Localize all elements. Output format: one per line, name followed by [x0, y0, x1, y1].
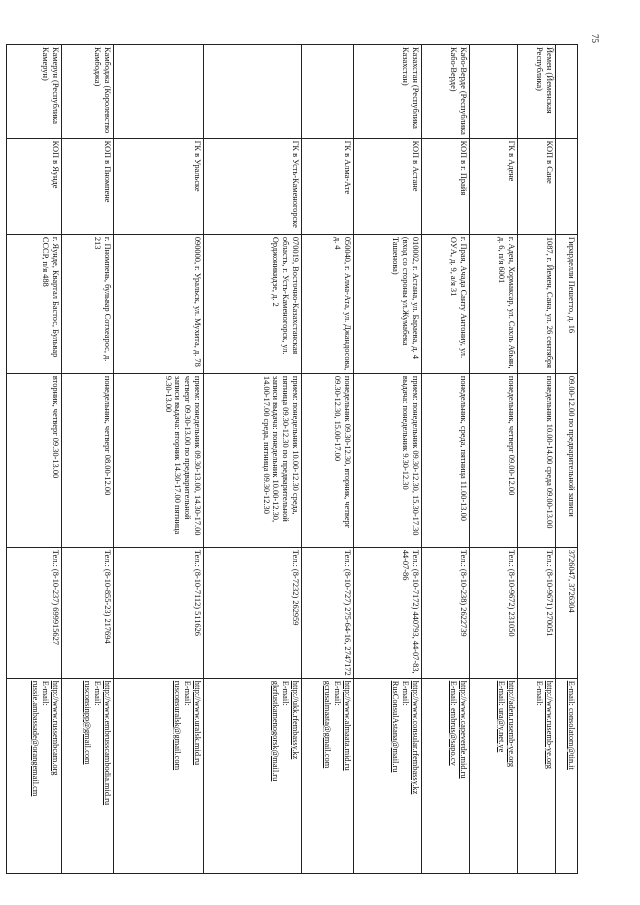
- country-cell: [470, 45, 518, 139]
- country-cell: [204, 45, 302, 139]
- email-label: E-mail:: [281, 680, 291, 706]
- hours-cell: 09.00-12.00 по предварительной записи: [556, 373, 578, 547]
- contacts-cell: [354, 678, 422, 873]
- office-cell: КОП в Яунде: [7, 138, 62, 234]
- email-address[interactable]: E-mail: embrus@sapo.cv: [449, 680, 459, 766]
- phone-cell: Тел.: (8-7232) 262959: [204, 547, 302, 678]
- hours-cell: понедельник, четверг 09.00-12.00: [470, 373, 518, 547]
- phone-cell: Тел.: (8-10-7112) 511626: [114, 547, 204, 678]
- table-row: [518, 45, 556, 874]
- phone-cell: Тел.: (8-10-727) 275-64-16, 2747172: [302, 547, 354, 678]
- website-link[interactable]: http://ukk.rfembassy.kz: [291, 680, 300, 760]
- email-address[interactable]: E-mail: consolatom@tin.it: [567, 680, 576, 770]
- website-link[interactable]: http://www.uralsk.mid.ru: [193, 680, 202, 766]
- address-cell: 010002, г. Астана, ул. Бараева, д. 4 (вход со стороны ул.Жумабека Ташенова): [354, 234, 422, 373]
- table-row: [204, 45, 302, 874]
- table-row: [556, 45, 578, 874]
- table-row: [470, 45, 518, 874]
- address-cell: г. Пномпень, бульвар Сотхеарос, д. 213: [62, 234, 114, 373]
- phone-cell: 3726047, 3726304: [556, 547, 578, 678]
- table-row: [422, 45, 470, 874]
- contacts-cell: [62, 678, 114, 873]
- country-cell: Камбоджа (Королевство Камбоджа): [62, 45, 114, 139]
- office-cell: КОП в Сане: [518, 138, 556, 234]
- consulates-table: [6, 44, 578, 874]
- email-address[interactable]: russie.ambassade@orangemail.cm: [31, 680, 41, 797]
- country-cell: [302, 45, 354, 139]
- address-cell: 050040, г. Алма-Ата, ул. Джандосова, д. 4: [302, 234, 354, 373]
- country-cell: Йемен (Йеменская Республика): [518, 45, 556, 139]
- website-link[interactable]: http://aden.rusemb-ye.org: [507, 680, 516, 768]
- website-link[interactable]: http://www.russembcam.org: [51, 680, 60, 776]
- office-cell: КОП в г. Прайя: [422, 138, 470, 234]
- email-label: E-mail:: [41, 680, 51, 706]
- email-address[interactable]: RusConsulAstana@mail.ru: [391, 680, 401, 773]
- office-cell: ГК в Алма-Ате: [302, 138, 354, 234]
- address-cell: г. Аден, Хормаксар, ул. Сахль Абьян, д. 6, п/я 6001: [470, 234, 518, 373]
- email-address[interactable]: rusconsinpp@gmail.com: [83, 680, 93, 765]
- office-cell: КОП в Пномпене: [62, 138, 114, 234]
- table-row: [354, 45, 422, 874]
- email-address[interactable]: gkrfustkamenogorsk@mail.ru: [271, 680, 281, 782]
- hours-cell: понедельник, четверг 08.00-12.00: [62, 373, 114, 547]
- page-number: 75: [590, 34, 600, 43]
- office-cell: [556, 138, 578, 234]
- contacts-cell: [556, 678, 578, 873]
- office-cell: ГК в Адене: [470, 138, 518, 234]
- table-row: [62, 45, 114, 874]
- table-row: [114, 45, 204, 874]
- hours-cell: понедельник, среда, пятница 11.00-13.00: [422, 373, 470, 547]
- address-cell: 1087, г. Йемен, Сана, ул. 26 сентября: [518, 234, 556, 373]
- email-label: E-mail:: [535, 680, 545, 706]
- country-cell: [114, 45, 204, 139]
- address-cell: г. Яунде, Квартал Бастос, Бульвар СССР, п/я 488: [7, 234, 62, 373]
- office-cell: ГК в Усть-Каменогорске: [204, 138, 302, 234]
- website-link[interactable]: http://www.capeverde.mid.ru: [459, 680, 468, 779]
- address-cell: 090000, г. Уральск, ул. Мухита, д. 78: [114, 234, 204, 373]
- phone-cell: Тел.: (8-10-237) 699915627: [7, 547, 62, 678]
- email-label: E-mail:: [333, 680, 343, 706]
- phone-cell: Тел.: (8-10-855-23) 217694: [62, 547, 114, 678]
- contacts-cell: [422, 678, 470, 873]
- website-link[interactable]: http://www.rusemb-ye.org: [545, 680, 554, 769]
- address-cell: 070019, Восточно-Казахстанская область, г. Усть-Каменогорск, ул. Орджоникидзе, д. 2: [204, 234, 302, 373]
- hours-cell: понедельник 10.00-14.00 среда 09.00-13.00: [518, 373, 556, 547]
- country-cell: Казахстан (Республика Казахстан): [354, 45, 422, 139]
- email-address[interactable]: E-mail: ura@y.net.ye: [497, 680, 507, 753]
- website-link[interactable]: http://www.consular.rfembassy.kz: [411, 680, 420, 795]
- office-cell: ГК в Уральске: [114, 138, 204, 234]
- office-cell: КОП в Астане: [354, 138, 422, 234]
- hours-cell: прием: понедельник 09.30-13.00, 14.30-17.00 четверг 09.30-13.00 по предварительной записи выдача: вторник 14.30-17.00 пятница 9.30-13.00: [114, 373, 204, 547]
- website-link[interactable]: http://www.almaata.mid.ru: [343, 680, 352, 771]
- phone-cell: Тел.: (8-10-9671) 270051: [518, 547, 556, 678]
- contacts-cell: [518, 678, 556, 873]
- address-cell: г. Прая, Ачада Санту Антониу, ул. OУA, д. 9, а/я 31: [422, 234, 470, 373]
- email-address[interactable]: rusconsuralsk@gmail.com: [173, 680, 183, 771]
- table-row: [302, 45, 354, 874]
- email-label: E-mail:: [183, 680, 193, 706]
- contacts-cell: [114, 678, 204, 873]
- hours-cell: вторник, четверг 09.30-13.00: [7, 373, 62, 547]
- website-link[interactable]: http://www.embrusscambodia.mid.ru: [103, 680, 112, 806]
- email-label: E-mail:: [93, 680, 103, 706]
- phone-cell: Тел.: (8-10-9672) 231050: [470, 547, 518, 678]
- address-cell: Гирарделли Пешетто, д. 16: [556, 234, 578, 373]
- country-cell: Кабо-Верде (Республика Кабо-Верде): [422, 45, 470, 139]
- country-cell: Камерун (Республика Камерун): [7, 45, 62, 139]
- hours-cell: прием: понедельник 10.00-12.30 среда, пятница 09.30-12.30 по предварительной записи выдача: понедельник 10.00-12.30, 14.00-17.00 среда, пятница 09.30-12.30: [204, 373, 302, 547]
- table-row: [7, 45, 62, 874]
- contacts-cell: [302, 678, 354, 873]
- email-label: E-mail:: [401, 680, 411, 706]
- contacts-cell: [204, 678, 302, 873]
- contacts-cell: [7, 678, 62, 873]
- contacts-cell: [470, 678, 518, 873]
- hours-cell: прием: понедельник 09.30-12.30, 15.30-17.30 выдача: понедельник 9.30-12.30: [354, 373, 422, 547]
- phone-cell: Тел.: (8-10-7172) 440793, 44-07-83, 44-07-86: [354, 547, 422, 678]
- rotated-table-wrapper: [31, 44, 578, 874]
- hours-cell: понедельник 09.30-12.30, вторник, четверг 09.30-12.30, 15.00-17.00: [302, 373, 354, 547]
- phone-cell: Тел.: (8-10-238) 2622739: [422, 547, 470, 678]
- country-cell: [556, 45, 578, 139]
- email-address[interactable]: gcrusalmaata@gmail.com: [323, 680, 333, 769]
